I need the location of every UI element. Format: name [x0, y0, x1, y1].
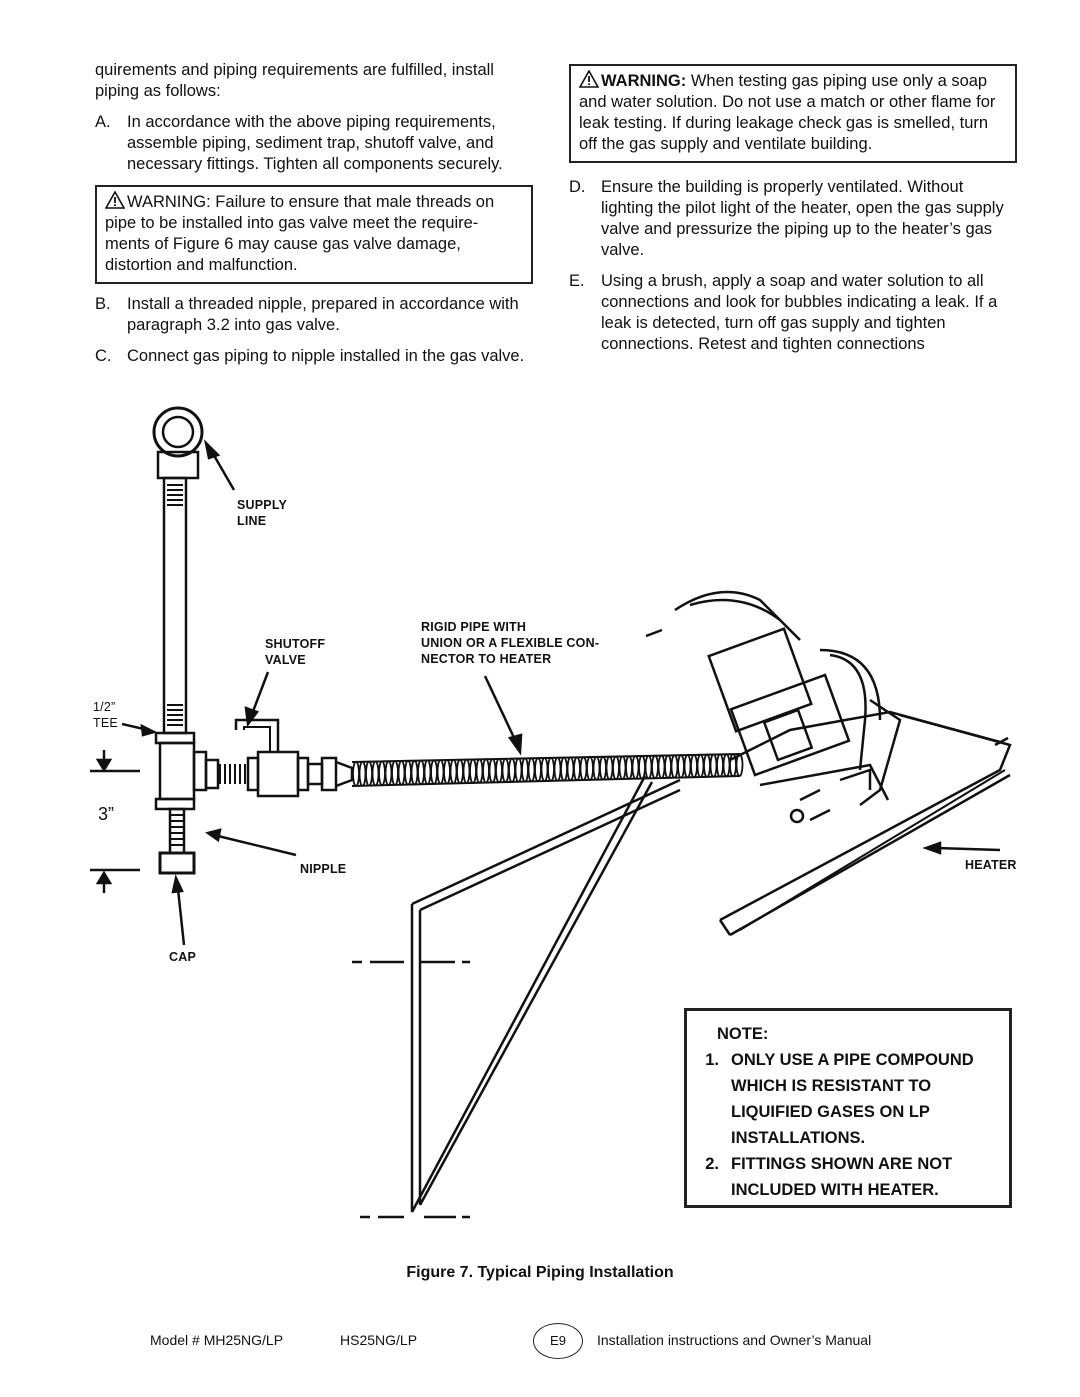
note-box — [684, 1008, 1012, 1208]
connector-coil-ridge — [353, 762, 359, 786]
label-rigid-pipe — [421, 619, 599, 667]
connector-coil-ridge — [509, 759, 515, 782]
connector-coil-ridge — [438, 760, 444, 784]
connector-coil-ridge — [633, 756, 639, 779]
label-line: LINE — [237, 514, 267, 528]
connector-coil-ridge — [483, 759, 489, 782]
label-line: UNION OR A FLEXIBLE CON- — [421, 636, 600, 650]
connector-coil-ridge — [626, 756, 632, 779]
connector-coil-ridge — [594, 757, 600, 780]
connector-coil-ridge — [704, 755, 710, 777]
connector-coil-ridge — [698, 755, 704, 777]
connector-coil-ridge — [724, 754, 730, 776]
connector-coil-ridge — [542, 758, 548, 781]
label-line: NECTOR TO HEATER — [421, 652, 552, 666]
step-text: Using a brush, apply a soap and water solution to all connections and look for bubbles indicating a leak. If a leak is detected, turn off gas supply and tighten connections. Retest and tighten connections — [601, 272, 998, 353]
connector-coil-ridge — [516, 759, 522, 782]
supply-elbow — [154, 408, 202, 478]
connector-coil-ridge — [399, 761, 405, 785]
note-title: NOTE: — [717, 1025, 769, 1043]
connector-coil-ridge — [639, 756, 645, 779]
connector-coil-ridge — [600, 757, 606, 780]
label-heater: HEATER — [965, 858, 1017, 872]
connector-coil-ridge — [659, 756, 665, 778]
connector-coil-ridge — [412, 761, 418, 785]
step-text: Connect gas piping to nipple installed in the gas valve. — [127, 347, 525, 365]
connector-coil-ridge — [529, 758, 535, 781]
connector-coil-ridge — [535, 758, 541, 781]
footer-manual-title: Installation instructions and Owner’s Manual — [597, 1332, 872, 1348]
connector-coil-ridge — [418, 761, 424, 785]
connector-coil-ridge — [581, 757, 587, 780]
connector-coil-ridge — [444, 760, 450, 784]
connector-coil-ridge — [477, 759, 483, 782]
tee-fitting — [156, 733, 206, 809]
label-line: TEE — [93, 716, 118, 730]
connector-coil-ridge — [555, 758, 561, 781]
connector-coil-ridge — [717, 754, 723, 776]
connector-coil-ridge — [457, 760, 463, 783]
connector-coil-ridge — [360, 762, 366, 786]
step-letter: E. — [569, 272, 585, 290]
connector-coil-ridge — [392, 761, 398, 785]
step-letter: C. — [95, 347, 112, 365]
connector-coil-ridge — [405, 761, 411, 785]
connector-coil-ridge — [386, 761, 392, 785]
note-item — [687, 1151, 1009, 1203]
figure-caption: Figure 7. Typical Piping Installation — [406, 1264, 674, 1281]
connector-coil-ridge — [496, 759, 502, 782]
connector-coil-ridge — [678, 755, 684, 777]
step-letter: D. — [569, 178, 586, 196]
connector-coil-ridge — [451, 760, 457, 783]
label-line: SUPPLY — [237, 498, 288, 512]
connector-coil-ridge — [587, 757, 593, 780]
step-text: Install a threaded nipple, prepared in accordance with paragraph 3.2 into gas valve. — [127, 295, 519, 334]
connector-coil-ridge — [613, 757, 619, 780]
connector-coil-ridge — [548, 758, 554, 781]
connector-coil-ridge — [431, 760, 437, 784]
connector-coil-ridge — [672, 755, 678, 777]
note-item-number: 2. — [705, 1155, 719, 1173]
step-letter: B. — [95, 295, 111, 313]
note-item-text: FITTINGS SHOWN ARE NOT INCLUDED WITH HEATER. — [731, 1155, 953, 1199]
label-line: 1/2” — [93, 700, 116, 714]
label-line: VALVE — [265, 653, 306, 667]
footer-model: Model # MH25NG/LP — [150, 1332, 284, 1348]
label-line: SHUTOFF — [265, 637, 326, 651]
connector-coil-ridge — [691, 755, 697, 777]
connector-coil-ridge — [685, 755, 691, 777]
connector-coil-ridge — [379, 761, 385, 785]
connector-coil-ridge — [646, 756, 652, 778]
connector-coil-ridge — [607, 757, 613, 780]
connector-coil-ridge — [464, 760, 470, 783]
label-nipple: NIPPLE — [300, 862, 347, 876]
note-item-text: ONLY USE A PIPE COMPOUND WHICH IS RESISTANT TO LIQUIFIED GASES ON LP INSTALLATIONS. — [731, 1051, 974, 1147]
connector-coil-ridge — [620, 756, 626, 779]
label-shutoff-valve — [265, 636, 325, 668]
connector-coil-ridge — [425, 760, 431, 784]
connector-coil-ridge — [568, 758, 574, 781]
wall-bracket — [352, 630, 680, 1217]
warning-text: When testing gas piping use only a soap and water solution. Do not use a match or other flame for leak testing. If during leakage check gas is smelled, turn off the gas supply and ventilate building. — [579, 72, 996, 153]
note-item-number: 1. — [705, 1051, 719, 1069]
note-item — [687, 1047, 1009, 1151]
connector-coil-ridge — [522, 758, 528, 781]
label-supply-line — [237, 497, 287, 529]
label-tee — [93, 699, 118, 731]
connector-coil-ridge — [490, 759, 496, 782]
warning-head: WARNING: — [601, 72, 687, 90]
connector-coil-ridge — [503, 759, 509, 782]
page-number: E9 — [533, 1323, 583, 1359]
connector-coil-ridge — [574, 757, 580, 780]
supply-pipe — [164, 478, 186, 733]
nipple-and-cap — [160, 809, 194, 873]
label-cap: CAP — [169, 950, 196, 964]
connector-coil-ridge — [665, 756, 671, 778]
warning-text: : Failure to ensure that male threads on pipe to be installed into gas valve meet the require- ments of Figure 6 may cause gas valve damage, distortion and malfunction. — [105, 193, 495, 274]
intro-text: quirements and piping requirements are fulfilled, install piping as follows: — [95, 61, 494, 100]
label-line: RIGID PIPE WITH — [421, 620, 527, 634]
shutoff-valve — [206, 720, 352, 796]
connector-coil-ridge — [373, 762, 379, 786]
connector-coil-ridge — [652, 756, 658, 778]
dimension-label: 3” — [98, 804, 115, 824]
step-text: In accordance with the above piping requirements, assemble piping, sediment trap, shutoff valve, and necessary fittings. Tighten all components securely. — [127, 113, 503, 173]
step-text: Ensure the building is properly ventilated. Without lighting the pilot light of the heater, open the gas supply valve and pressurize the piping up to the heater’s gas valve. — [601, 178, 1004, 259]
connector-coil-ridge — [366, 762, 372, 786]
footer-model-alt: HS25NG/LP — [340, 1332, 418, 1348]
warning-head: WARNING — [127, 193, 207, 211]
connector-coil-ridge — [711, 755, 717, 777]
step-letter: A. — [95, 113, 111, 131]
connector-coil-ridge — [561, 758, 567, 781]
heater-body — [675, 592, 1010, 935]
connector-coil-ridge — [470, 760, 476, 783]
